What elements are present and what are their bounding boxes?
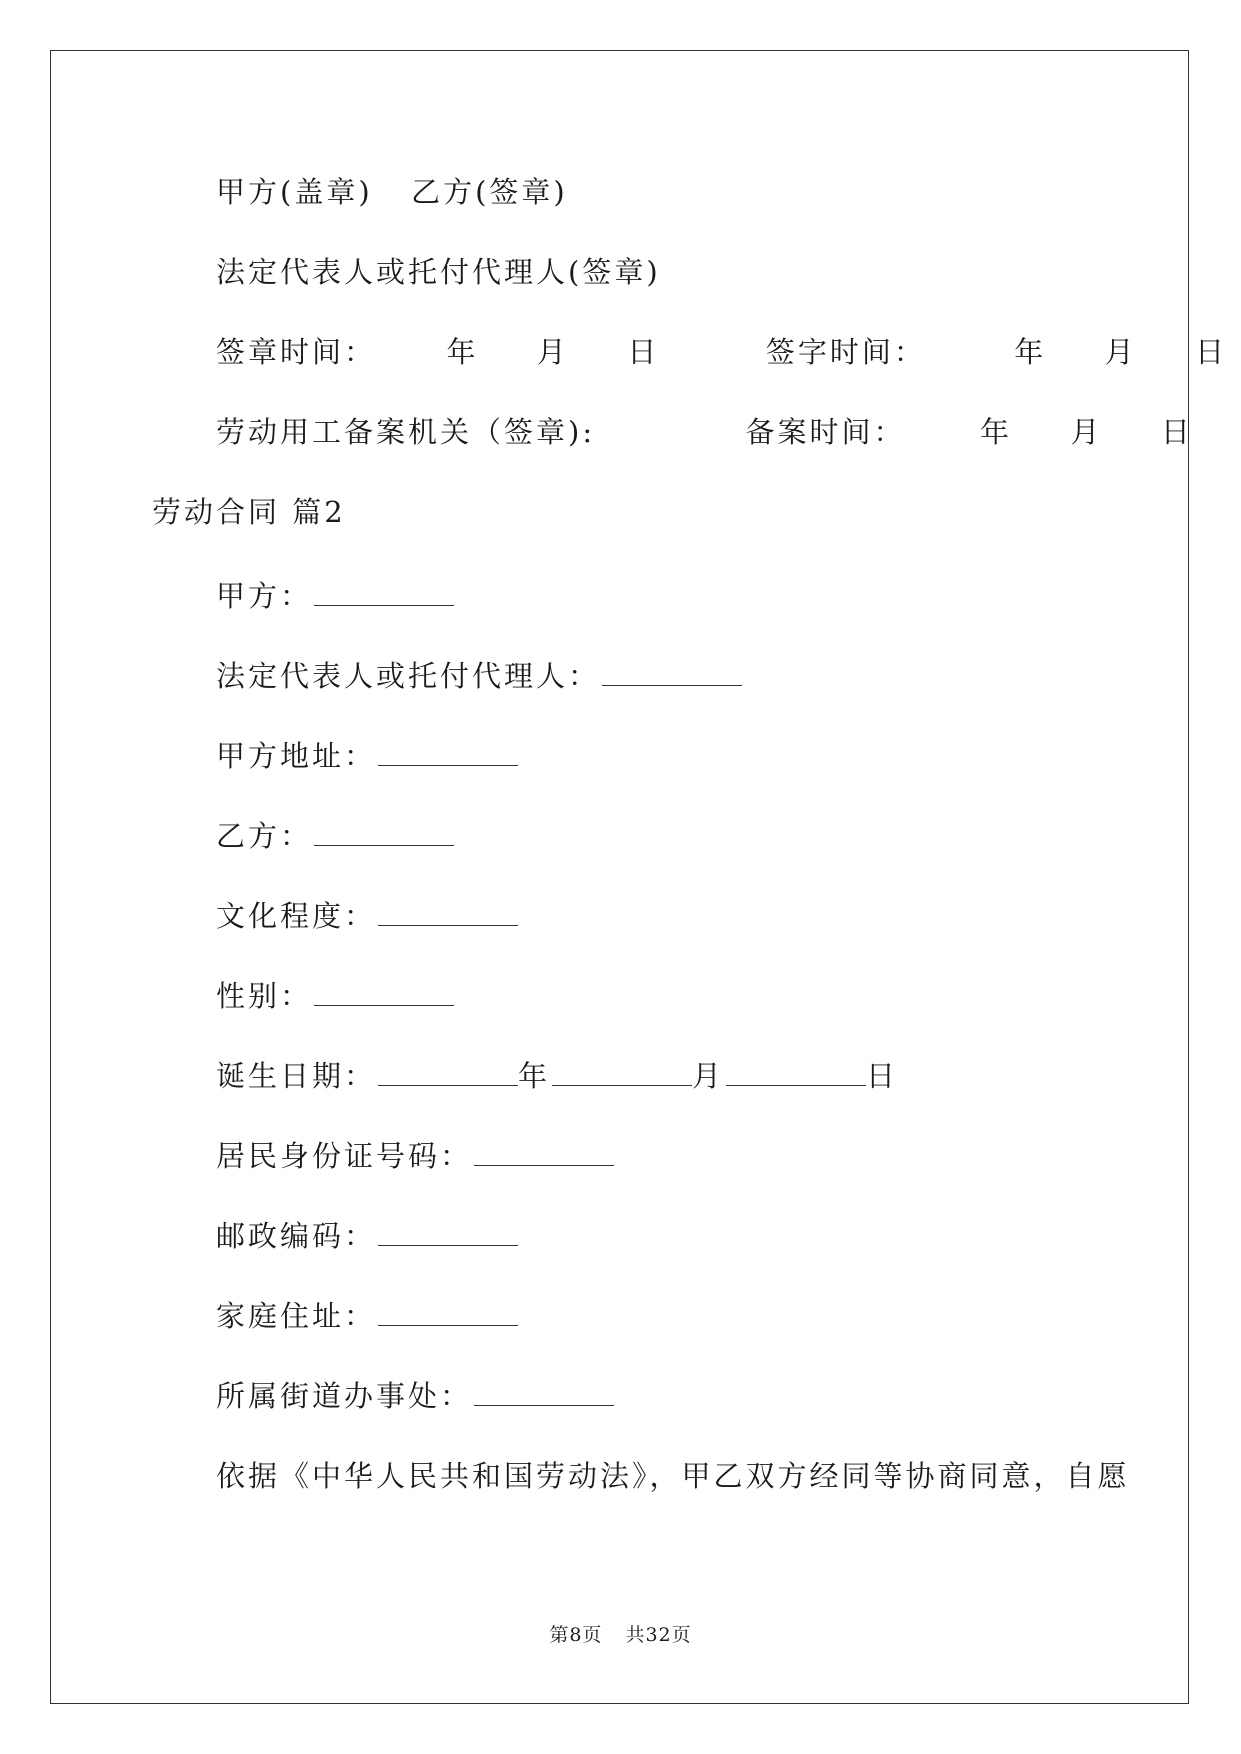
blank-line xyxy=(552,1059,692,1086)
filing-time-label: 备案时间： xyxy=(745,415,906,449)
page-footer xyxy=(0,1620,1241,1647)
field-postal-code xyxy=(216,1218,518,1254)
field-label: 乙方： xyxy=(216,819,313,853)
field-label: 居民身份证号码： xyxy=(216,1139,473,1173)
blank-line xyxy=(378,1299,518,1326)
page-border xyxy=(50,50,1189,1704)
sign-day: 日 xyxy=(1195,335,1228,369)
party-a-seal: 甲方(盖章) xyxy=(216,175,373,209)
seal-day: 日 xyxy=(627,335,660,369)
field-legal-rep xyxy=(216,658,742,694)
field-party-b xyxy=(216,818,454,854)
page-number: 第8页 xyxy=(549,1624,603,1646)
blank-line xyxy=(314,579,454,606)
field-party-a-address xyxy=(216,738,518,774)
blank-line xyxy=(474,1139,614,1166)
party-b-sign: 乙方(签章) xyxy=(411,175,568,209)
field-id-number xyxy=(216,1138,614,1174)
filing-year: 年 xyxy=(979,415,1012,449)
seal-year: 年 xyxy=(446,335,479,369)
signature-parties-line xyxy=(216,174,568,210)
sign-time-label: 签字时间： xyxy=(765,335,926,369)
legal-rep-sign-line: 法定代表人或托付代理人(签章) xyxy=(216,255,661,289)
blank-line xyxy=(602,659,742,686)
field-street-office xyxy=(216,1378,614,1414)
birth-day: 日 xyxy=(866,1059,899,1093)
blank-line xyxy=(726,1059,866,1086)
field-education xyxy=(216,898,518,934)
field-label: 甲方： xyxy=(216,579,313,613)
filing-month: 月 xyxy=(1070,415,1103,449)
field-label: 邮政编码： xyxy=(216,1219,377,1253)
field-label: 性别： xyxy=(216,979,313,1013)
blank-line xyxy=(378,1219,518,1246)
field-label: 诞生日期： xyxy=(216,1059,377,1093)
body-paragraph: 依据《中华人民共和国劳动法》，甲乙双方经同等协商同意，自愿 xyxy=(216,1459,1130,1493)
field-birth-date xyxy=(216,1058,898,1094)
filing-line xyxy=(216,414,1193,450)
blank-line xyxy=(474,1379,614,1406)
blank-line xyxy=(314,819,454,846)
field-home-address xyxy=(216,1298,518,1334)
sign-year: 年 xyxy=(1014,335,1047,369)
field-label: 法定代表人或托付代理人： xyxy=(216,659,601,693)
blank-line xyxy=(378,1059,518,1086)
field-party-a xyxy=(216,578,454,614)
sign-time-line xyxy=(216,334,1227,370)
seal-month: 月 xyxy=(536,335,569,369)
filing-authority-label: 劳动用工备案机关（签章): xyxy=(216,415,596,449)
blank-line xyxy=(378,899,518,926)
birth-year: 年 xyxy=(518,1059,551,1093)
seal-time-label: 签章时间： xyxy=(216,335,377,369)
field-gender xyxy=(216,978,454,1014)
field-label: 家庭住址： xyxy=(216,1299,377,1333)
blank-line xyxy=(378,739,518,766)
birth-month: 月 xyxy=(692,1059,725,1093)
field-label: 甲方地址： xyxy=(216,739,377,773)
field-label: 所属街道办事处： xyxy=(216,1379,473,1413)
page-total: 共32页 xyxy=(625,1624,692,1646)
filing-day: 日 xyxy=(1160,415,1193,449)
sign-month: 月 xyxy=(1104,335,1137,369)
field-label: 文化程度： xyxy=(216,899,377,933)
section-title: 劳动合同 篇2 xyxy=(152,495,346,529)
blank-line xyxy=(314,979,454,1006)
